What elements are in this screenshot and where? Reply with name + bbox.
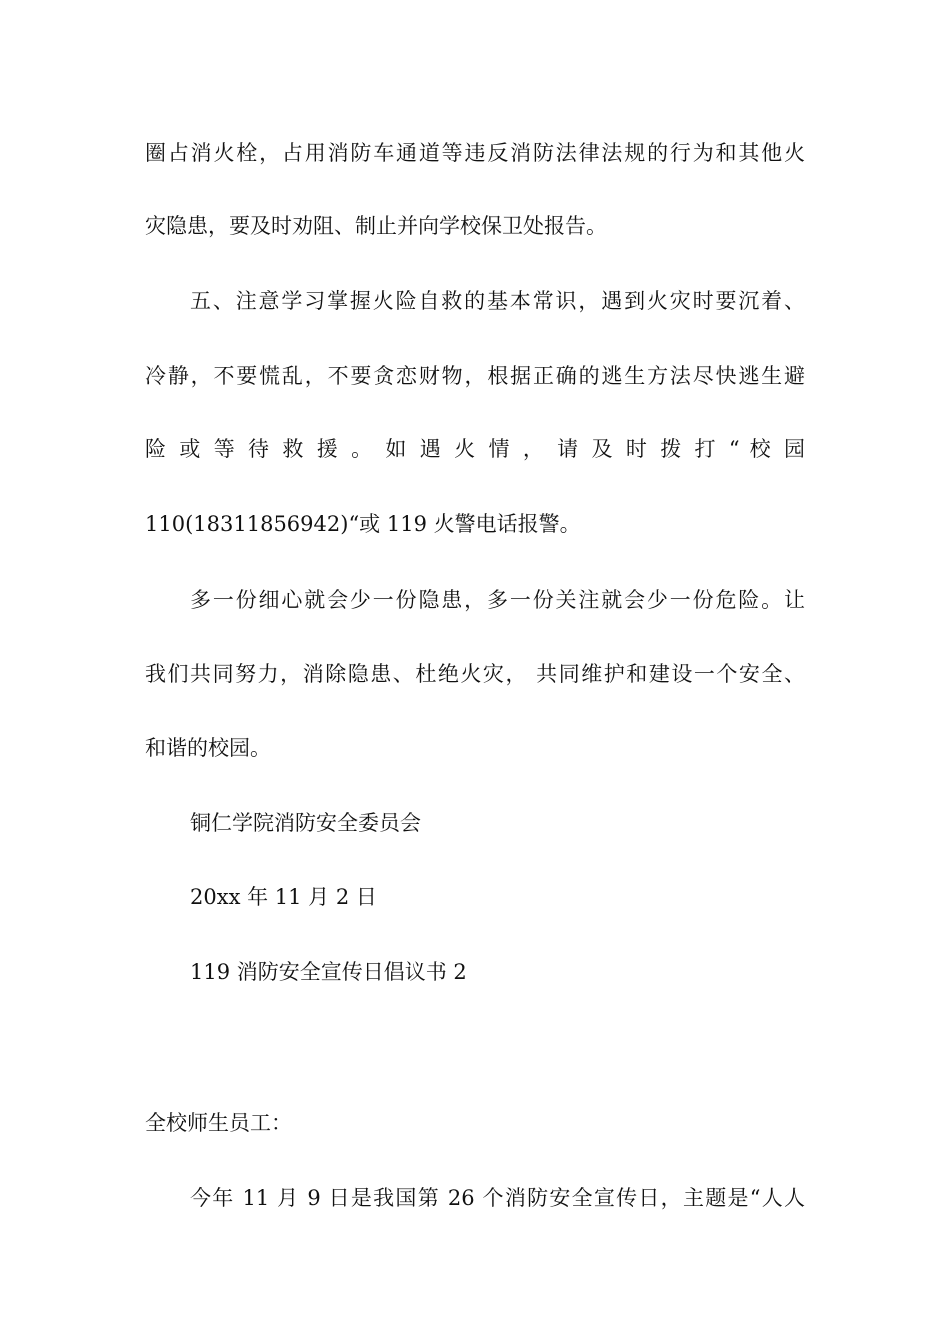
- paragraph-line: 今年 11 月 9 日是我国第 26 个消防安全宣传日，主题是“人人: [190, 1186, 805, 1210]
- paragraph-line: 灾隐患，要及时劝阻、制止并向学校保卫处报告。: [145, 214, 607, 238]
- paragraph-line: 110(18311856942)“或 119 火警电话报警。: [145, 512, 581, 536]
- paragraph-line: 五、注意学习掌握火险自救的基本常识，遇到火灾时要沉着、: [190, 289, 805, 313]
- paragraph-line: 多一份细心就会少一份隐患，多一份关注就会少一份危险。让: [190, 588, 805, 612]
- signature-organization: 铜仁学院消防安全委员会: [190, 811, 421, 835]
- paragraph-line: 我们共同努力，消除隐患、杜绝火灾， 共同维护和建设一个安全、: [145, 662, 805, 686]
- paragraph-line: 冷静，不要慌乱，不要贪恋财物，根据正确的逃生方法尽快逃生避: [145, 364, 805, 388]
- salutation: 全校师生员工：: [145, 1111, 292, 1135]
- paragraph-line: 圈占消火栓，占用消防车通道等违反消防法律法规的行为和其他火: [145, 141, 805, 165]
- paragraph-line: 和谐的校园。: [145, 736, 271, 760]
- paragraph-line: 险 或 等 待 救 援 。 如 遇 火 情 ， 请 及 时 拨 打 “ 校 园: [145, 437, 805, 461]
- signature-date: 20xx 年 11 月 2 日: [190, 885, 377, 909]
- section-title: 119 消防安全宣传日倡议书 2: [190, 960, 467, 984]
